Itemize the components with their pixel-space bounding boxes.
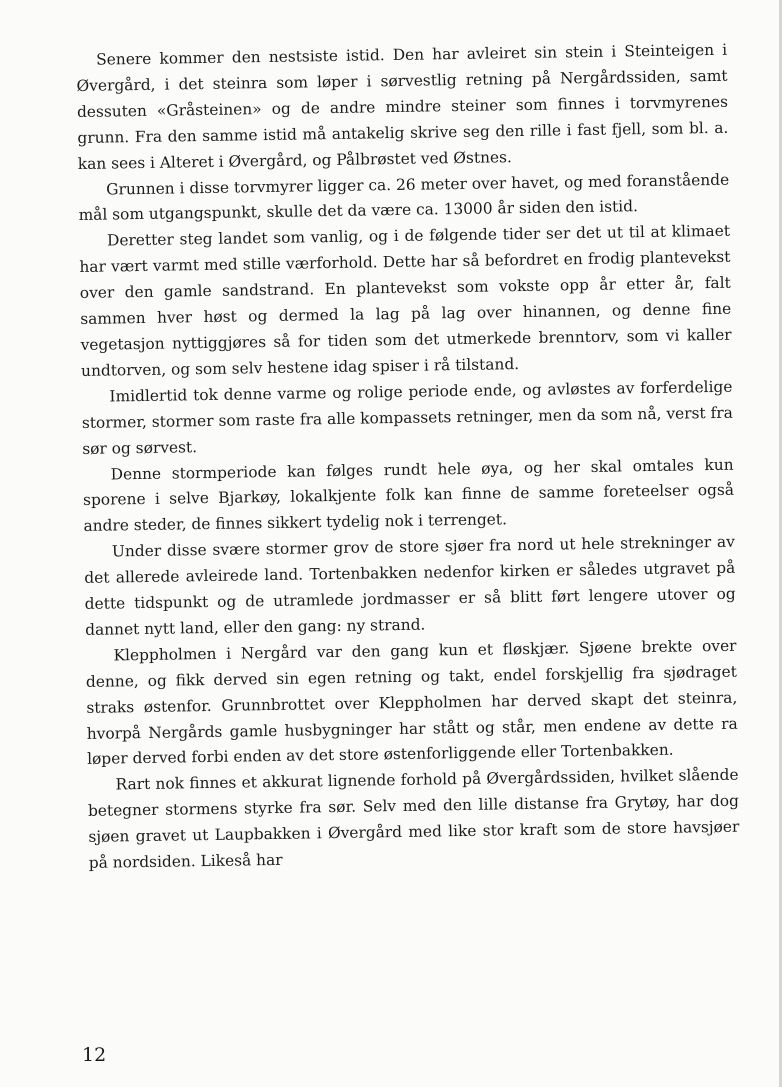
paragraph-2: Grunnen i disse torvmyrer ligger ca. 26 meter over havet, og med foranstående mål som utgangspunkt, skulle det da være ca. 13000 år siden den istid. <box>78 170 730 225</box>
paragraph-1: Senere kommer den nestsiste istid. Den har avleiret sin stein i Steinteigen i Øvergård, i det steinra som løper i sørvestlig retning på Nergårdssiden, samt dessuten «Gråsteinen» og de andre mindre steiner som finnes i torvmyrenes grunn. Fra den samme istid må antakelig skrive seg den rille i fast fjell, som bl. a. kan sees i Alteret i Øvergård, og Pålbrøstet ved Østnes. <box>76 40 729 173</box>
paragraph-7: Kleppholmen i Nergård var den gang kun et fløskjær. Sjøene brekte over denne, og fikk derved sin egen retning og takt, endel forskjellig fra sjødraget straks østenfor. Grunnbrottet over Kleppholmen har derved skapt det steinra, hvorpå Nergårds gamle husbygninger har stått og står, men endene av dette ra løper derved forbi enden av det store østenforliggende eller Tortenbakken. <box>85 636 738 769</box>
paragraph-4: Imidlertid tok denne varme og rolige periode ende, og avløstes av forferdelige stormer, stormer som raste fra alle kompassets retninger, men da som nå, verst fra sør og sørvest. <box>81 377 733 458</box>
page-number: 12 <box>82 1044 107 1066</box>
paragraph-8: Rart nok finnes et akkurat lignende forhold på Øvergårdssiden, hvilket slående betegner stormens styrke fra sør. Selv med den lille distanse fra Grytøy, har dog sjøen gravet ut Laupbakken i Øvergård med like stor kraft som de store havsjøer på nordsiden. Likeså har <box>87 766 740 872</box>
paragraph-3: Deretter steg landet som vanlig, og i de følgende tider ser det ut til at klimaet har vært varmt med stille værforhold. Dette har så befordret en frodig plantevekst over den gamle sandstrand. En plantevekst som vokste opp år etter år, falt sammen hver høst og dermed la lag på lag over hinannen, og denne fine vegetasjon nyttiggjøres så for tiden som det utmerkede brenntorv, som vi kaller undtorven, og som selv hestene idag spiser i rå tilstand. <box>79 222 732 380</box>
paragraph-5: Denne stormperiode kan følges rundt hele øya, og her skal omtales kun sporene i selve Bjarkøy, lokalkjente folk kan finne de samme foreteelser også andre steder, de finnes sikkert tydelig nok i terrenget. <box>82 455 735 536</box>
paragraph-6: Under disse svære stormer grov de store sjøer fra nord ut hele strekninger av det allerede avleirede land. Tortenbakken nedenfor kirken er således utgravet på dette tidspunkt og de utramlede jordmasser er så blitt ført lengere utover og dannet nytt land, eller den gang: ny strand. <box>84 532 736 639</box>
body-text <box>76 38 740 877</box>
